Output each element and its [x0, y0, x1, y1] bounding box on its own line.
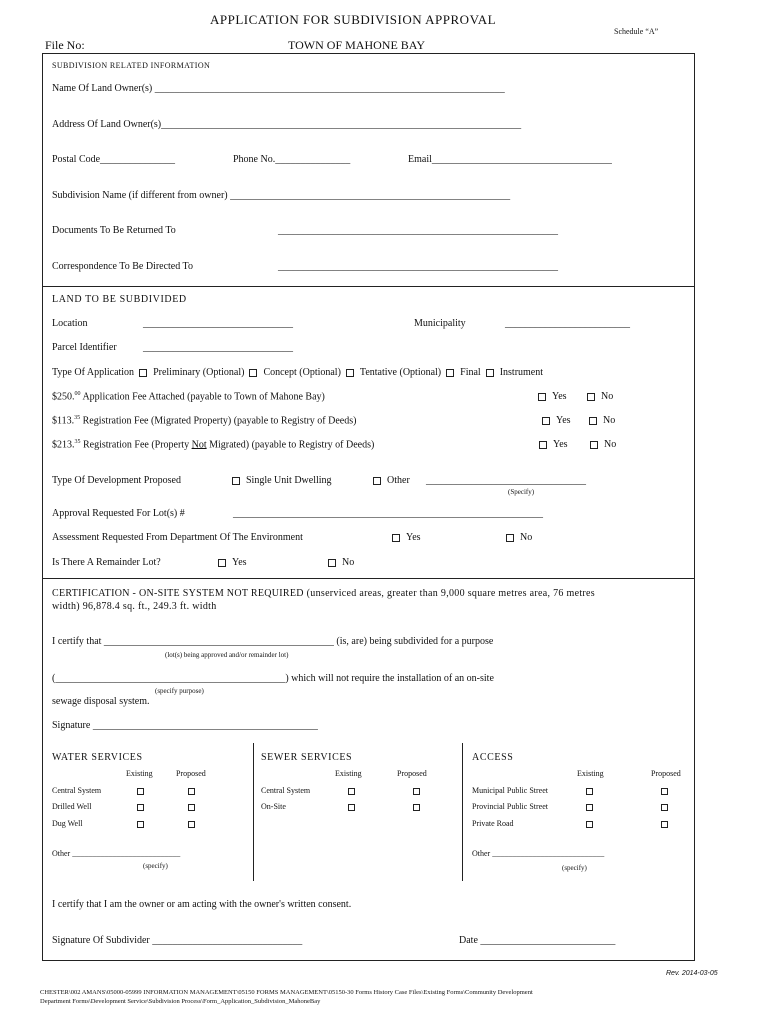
- water-item: Dug Well: [52, 819, 83, 828]
- water-item: Central System: [52, 786, 102, 795]
- fee-not-underlined: Not: [191, 439, 207, 451]
- option-label: Concept (Optional): [263, 367, 341, 378]
- checkbox[interactable]: [139, 369, 147, 377]
- checkbox[interactable]: [506, 534, 514, 542]
- specify-note: (Specify): [508, 488, 535, 496]
- sewer-central-proposed-checkbox[interactable]: [413, 788, 420, 795]
- certification-heading: [52, 588, 595, 599]
- certify-purpose-field[interactable]: (______________________________________________) which will not require the installation of an on-site: [52, 673, 494, 684]
- other-development-field[interactable]: ________________________________: [426, 475, 586, 486]
- option-label: Final: [460, 367, 481, 378]
- access-private-existing-checkbox[interactable]: [586, 821, 593, 828]
- water-drilled-proposed-checkbox[interactable]: [188, 804, 195, 811]
- fee-description: Registration Fee (Migrated Property) (payable to Registry of Deeds): [82, 415, 357, 427]
- file-no-label: File No:: [45, 38, 85, 52]
- fee-amount: $250.: [52, 391, 75, 403]
- fee-amount: $213.: [52, 439, 75, 451]
- fee-250-yes[interactable]: [538, 391, 567, 402]
- owner-name-field[interactable]: Name Of Land Owner(s) ______________________________________________________________________: [52, 83, 505, 94]
- fee-cents: 35: [74, 439, 81, 445]
- fee-250-no[interactable]: [587, 391, 613, 402]
- checkbox[interactable]: [542, 417, 550, 425]
- remainder-yes[interactable]: [218, 557, 247, 568]
- access-municipal-existing-checkbox[interactable]: [586, 788, 593, 795]
- remainder-no[interactable]: [328, 557, 354, 568]
- section-heading-subdivision-info: SUBDIVISION RELATED INFORMATION: [52, 61, 211, 70]
- fee-113-no[interactable]: [589, 415, 615, 426]
- sewer-onsite-proposed-checkbox[interactable]: [413, 804, 420, 811]
- subdivision-name-field[interactable]: Subdivision Name (if different from owner) ________________________________________________________: [52, 190, 511, 201]
- water-item: Drilled Well: [52, 802, 92, 811]
- date-field[interactable]: Date ___________________________: [459, 935, 616, 946]
- fee-amount: $113.: [52, 415, 75, 427]
- sewage-text: sewage disposal system.: [52, 696, 150, 707]
- file-path-line2: Department Forms\Development Service\Subdivision Process\Form_Application_Subdivision_MahoneBay: [40, 998, 321, 1005]
- water-drilled-existing-checkbox[interactable]: [137, 804, 144, 811]
- checkbox[interactable]: [589, 417, 597, 425]
- single-unit-option[interactable]: [232, 475, 332, 486]
- checkbox[interactable]: [328, 559, 336, 567]
- fee-213-yes[interactable]: [539, 439, 568, 450]
- assessment-no[interactable]: [506, 532, 532, 543]
- fee-description: Migrated) (payable to Registry of Deeds): [206, 439, 375, 451]
- fee-cents: 00: [74, 391, 81, 397]
- option-label: No: [520, 532, 533, 543]
- column-divider: [462, 743, 463, 881]
- fee-250-row: [52, 391, 325, 402]
- certification-signature-field[interactable]: Signature _____________________________________________: [52, 720, 318, 731]
- option-label: No: [342, 557, 355, 568]
- checkbox[interactable]: [587, 393, 595, 401]
- fee-description: Registration Fee (Property: [83, 439, 192, 451]
- purpose-note: (specify purpose): [155, 687, 204, 695]
- water-dug-existing-checkbox[interactable]: [137, 821, 144, 828]
- water-proposed-header: Proposed: [176, 769, 206, 778]
- checkbox[interactable]: [590, 441, 598, 449]
- column-divider: [253, 743, 254, 881]
- fee-cents: 35: [74, 415, 81, 421]
- option-label: Yes: [553, 439, 568, 450]
- checkbox[interactable]: [538, 393, 546, 401]
- assessment-label: Assessment Requested From Department Of The Environment: [52, 532, 303, 543]
- revision-date: Rev. 2014-03-05: [666, 970, 718, 977]
- fee-213-row: [52, 439, 374, 450]
- water-dug-proposed-checkbox[interactable]: [188, 821, 195, 828]
- option-label: No: [604, 439, 617, 450]
- postal-code-field[interactable]: Postal Code_______________: [52, 154, 176, 165]
- certification-title: CERTIFICATION - ON-SITE SYSTEM NOT REQUIRED: [52, 588, 304, 599]
- option-label: Yes: [552, 391, 567, 402]
- water-central-proposed-checkbox[interactable]: [188, 788, 195, 795]
- option-label: Other: [387, 475, 410, 486]
- checkbox[interactable]: [486, 369, 494, 377]
- checkbox[interactable]: [392, 534, 400, 542]
- checkbox[interactable]: [346, 369, 354, 377]
- sewer-onsite-existing-checkbox[interactable]: [348, 804, 355, 811]
- access-private-proposed-checkbox[interactable]: [661, 821, 668, 828]
- water-central-existing-checkbox[interactable]: [137, 788, 144, 795]
- location-label: Location: [52, 318, 88, 329]
- fee-113-yes[interactable]: [542, 415, 571, 426]
- owner-address-field[interactable]: Address Of Land Owner(s)________________________________________________________________________: [52, 119, 522, 130]
- correspondence-label: Correspondence To Be Directed To: [52, 261, 193, 272]
- option-label: Yes: [232, 557, 247, 568]
- application-type-label: Type Of Application: [52, 367, 135, 378]
- file-path-line1: CHESTER\002 AMANS\05000-05999 INFORMATION MANAGEMENT\05150 FORMS MANAGEMENT\05150-30 Forms History Case Files\Existing Forms\Community Development: [40, 989, 533, 996]
- parcel-label: Parcel Identifier: [52, 342, 117, 353]
- sewer-central-existing-checkbox[interactable]: [348, 788, 355, 795]
- specify-note: (specify): [562, 864, 587, 872]
- certification-criteria-cont: width) 96,878.4 sq. ft., 249.3 ft. width: [52, 601, 217, 612]
- access-item: Private Road: [472, 819, 514, 828]
- checkbox[interactable]: [446, 369, 454, 377]
- access-other-field[interactable]: Other ____________________________: [472, 849, 605, 858]
- section-divider: [42, 578, 694, 579]
- access-heading: ACCESS: [472, 752, 514, 763]
- checkbox[interactable]: [232, 477, 240, 485]
- sewer-services-heading: SEWER SERVICES: [261, 752, 353, 763]
- municipality-field[interactable]: _________________________: [505, 318, 630, 329]
- sewer-item: Central System: [261, 786, 311, 795]
- access-provincial-proposed-checkbox[interactable]: [661, 804, 668, 811]
- option-label: No: [601, 391, 614, 402]
- documents-returned-field[interactable]: ________________________________________________________: [278, 225, 558, 236]
- approval-requested-field[interactable]: ______________________________________________________________: [233, 508, 543, 519]
- access-provincial-existing-checkbox[interactable]: [586, 804, 593, 811]
- approval-requested-label: Approval Requested For Lot(s) #: [52, 508, 185, 519]
- access-proposed-header: Proposed: [651, 769, 681, 778]
- specify-note: (specify): [143, 862, 168, 870]
- form-title: APPLICATION FOR SUBDIVISION APPROVAL: [210, 12, 497, 27]
- fee-113-row: [52, 415, 356, 426]
- location-field[interactable]: ______________________________: [143, 318, 293, 329]
- certification-criteria: (unserviced areas, greater than 9,000 square metres area, 76 metres: [303, 588, 595, 599]
- certify-lots-field[interactable]: I certify that ______________________________________________ (is, are) being subdivided for a purpose: [52, 636, 494, 647]
- access-municipal-proposed-checkbox[interactable]: [661, 788, 668, 795]
- option-preliminary[interactable]: [139, 367, 244, 378]
- development-type-label: Type Of Development Proposed: [52, 475, 181, 486]
- option-concept[interactable]: [249, 367, 340, 378]
- option-label: Single Unit Dwelling: [246, 475, 332, 486]
- section-divider: [42, 286, 694, 287]
- application-type-row: [52, 367, 543, 378]
- water-services-heading: WATER SERVICES: [52, 752, 143, 763]
- schedule-label: Schedule “A”: [614, 27, 659, 36]
- section-heading-land: LAND TO BE SUBDIVIDED: [52, 294, 187, 305]
- access-item: Municipal Public Street: [472, 786, 548, 795]
- phone-field[interactable]: Phone No._______________: [233, 154, 351, 165]
- email-field[interactable]: Email____________________________________: [408, 154, 612, 165]
- option-label: Yes: [406, 532, 421, 543]
- option-tentative[interactable]: [346, 367, 441, 378]
- municipality-label: Municipality: [414, 318, 466, 329]
- fee-description: Application Fee Attached (payable to Town of Mahone Bay): [82, 391, 325, 403]
- owner-certify-text: I certify that I am the owner or am acting with the owner's written consent.: [52, 899, 352, 910]
- lots-note: (lot(s) being approved and/or remainder lot): [165, 651, 289, 659]
- remainder-lot-label: Is There A Remainder Lot?: [52, 557, 161, 568]
- assessment-yes[interactable]: [392, 532, 421, 543]
- option-label: Yes: [556, 415, 571, 426]
- option-label: Tentative (Optional): [359, 367, 442, 378]
- checkbox[interactable]: [218, 559, 226, 567]
- checkbox[interactable]: [249, 369, 257, 377]
- option-instrument[interactable]: [486, 367, 543, 378]
- checkbox[interactable]: [373, 477, 381, 485]
- town-name: TOWN OF MAHONE BAY: [288, 38, 426, 52]
- option-final[interactable]: [446, 367, 481, 378]
- water-existing-header: Existing: [126, 769, 153, 778]
- fee-213-no[interactable]: [590, 439, 616, 450]
- parcel-field[interactable]: ______________________________: [143, 342, 293, 353]
- checkbox[interactable]: [539, 441, 547, 449]
- option-label: Preliminary (Optional): [153, 367, 245, 378]
- option-label: Instrument: [499, 367, 544, 378]
- subdivider-signature-field[interactable]: Signature Of Subdivider ______________________________: [52, 935, 303, 946]
- access-existing-header: Existing: [577, 769, 604, 778]
- sewer-item: On-Site: [261, 802, 286, 811]
- sewer-proposed-header: Proposed: [397, 769, 427, 778]
- water-other-field[interactable]: Other ___________________________: [52, 849, 181, 858]
- option-label: No: [603, 415, 616, 426]
- access-item: Provincial Public Street: [472, 802, 548, 811]
- documents-returned-label: Documents To Be Returned To: [52, 225, 176, 236]
- sewer-existing-header: Existing: [335, 769, 362, 778]
- correspondence-field[interactable]: ________________________________________________________: [278, 261, 558, 272]
- other-development-option[interactable]: [373, 475, 410, 486]
